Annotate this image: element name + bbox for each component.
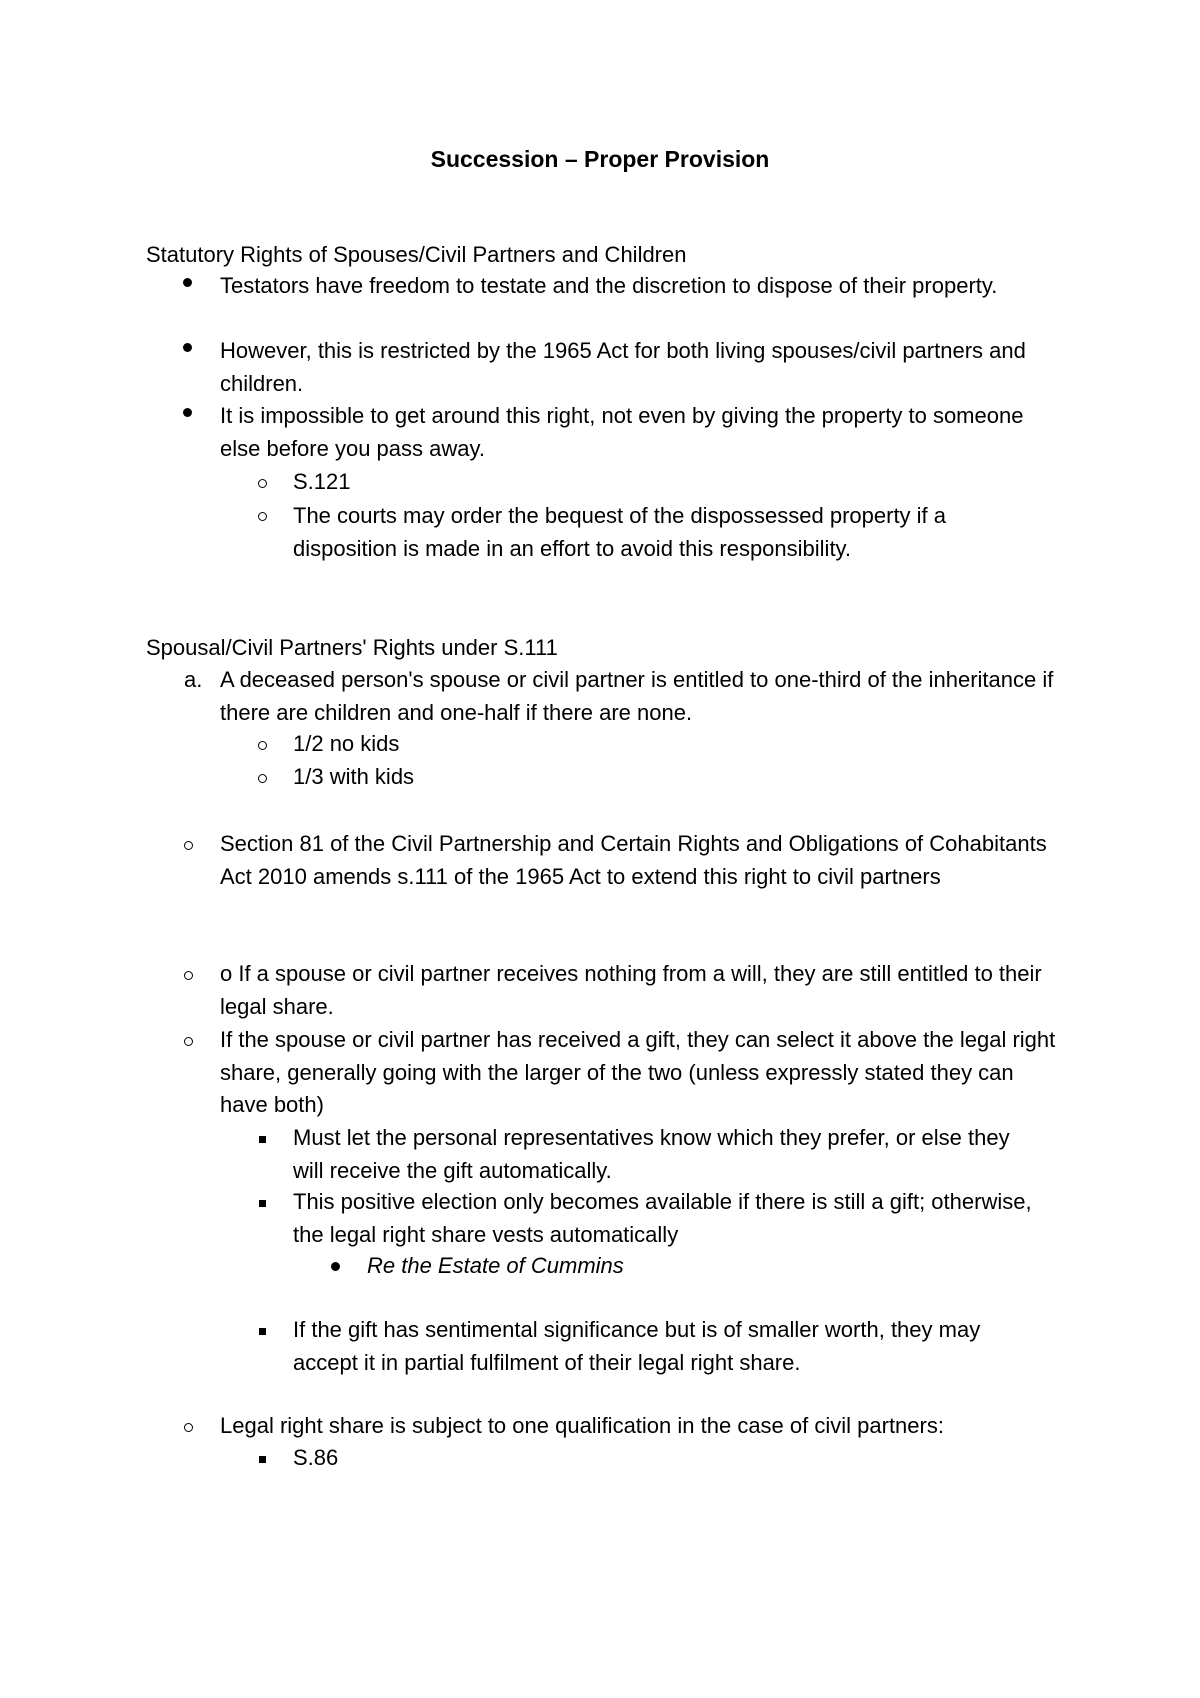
circle-bullet-marker (184, 1037, 193, 1046)
circle-bullet-marker (184, 1423, 193, 1432)
list-item: Legal right share is subject to one qualification in the case of civil partners: (220, 1413, 944, 1438)
circle-bullet-marker (184, 971, 193, 980)
circle-bullet-marker (258, 479, 267, 488)
list-item: 1/3 with kids (293, 764, 415, 789)
circle-bullet-marker (258, 741, 267, 750)
bullet-marker (183, 278, 192, 287)
list-item: Section 81 of the Civil Partnership and Certain Rights and Obligations of Cohabitants Act 2010 amends s.111 of the 1965 Act to extend this right to civil partners (220, 831, 1047, 889)
list-item: If the gift has sentimental significance but is of smaller worth, they may accept it in partial fulfilment of their legal right share. (293, 1317, 981, 1375)
list-item: Testators have freedom to testate and the discretion to dispose of their property. (220, 273, 998, 298)
section-heading-spousal-rights: Spousal/Civil Partners' Rights under S.111 (146, 635, 558, 660)
square-bullet-marker (259, 1200, 266, 1207)
square-bullet-marker (259, 1136, 266, 1143)
list-item: However, this is restricted by the 1965 Act for both living spouses/civil partners and children. (220, 338, 1026, 396)
list-item: S.86 (293, 1445, 339, 1470)
section-heading-statutory-rights: Statutory Rights of Spouses/Civil Partners and Children (146, 242, 687, 267)
circle-bullet-marker (258, 774, 267, 783)
square-bullet-marker (259, 1456, 266, 1463)
list-item: This positive election only becomes available if there is still a gift; otherwise, the legal right share vests automatically (293, 1189, 1032, 1247)
list-item: The courts may order the bequest of the dispossessed property if a disposition is made in an effort to avoid this responsibility. (293, 503, 947, 561)
list-item: o If a spouse or civil partner receives nothing from a will, they are still entitled to their legal share. (220, 961, 1042, 1019)
square-bullet-marker (259, 1328, 266, 1335)
list-item: Must let the personal representatives know which they prefer, or else they will receive the gift automatically. (293, 1125, 1010, 1183)
document-title: Succession – Proper Provision (430, 146, 770, 172)
circle-bullet-marker (258, 512, 267, 521)
bullet-marker (331, 1262, 340, 1271)
case-name: Re the Estate of Cummins (367, 1253, 624, 1278)
bullet-marker (183, 343, 192, 352)
list-item: 1/2 no kids (293, 731, 400, 756)
list-item: A deceased person's spouse or civil partner is entitled to one-third of the inheritance if there are children and one-half if there are none. (220, 667, 1054, 725)
letter-marker: a. (184, 667, 203, 692)
circle-bullet-marker (184, 841, 193, 850)
list-item: It is impossible to get around this right, not even by giving the property to someone else before you pass away. (220, 403, 1024, 461)
list-item: If the spouse or civil partner has received a gift, they can select it above the legal right share, generally going with the larger of the two (unless expressly stated they can have both) (220, 1027, 1056, 1117)
bullet-marker (183, 408, 192, 417)
list-item: S.121 (293, 469, 351, 494)
